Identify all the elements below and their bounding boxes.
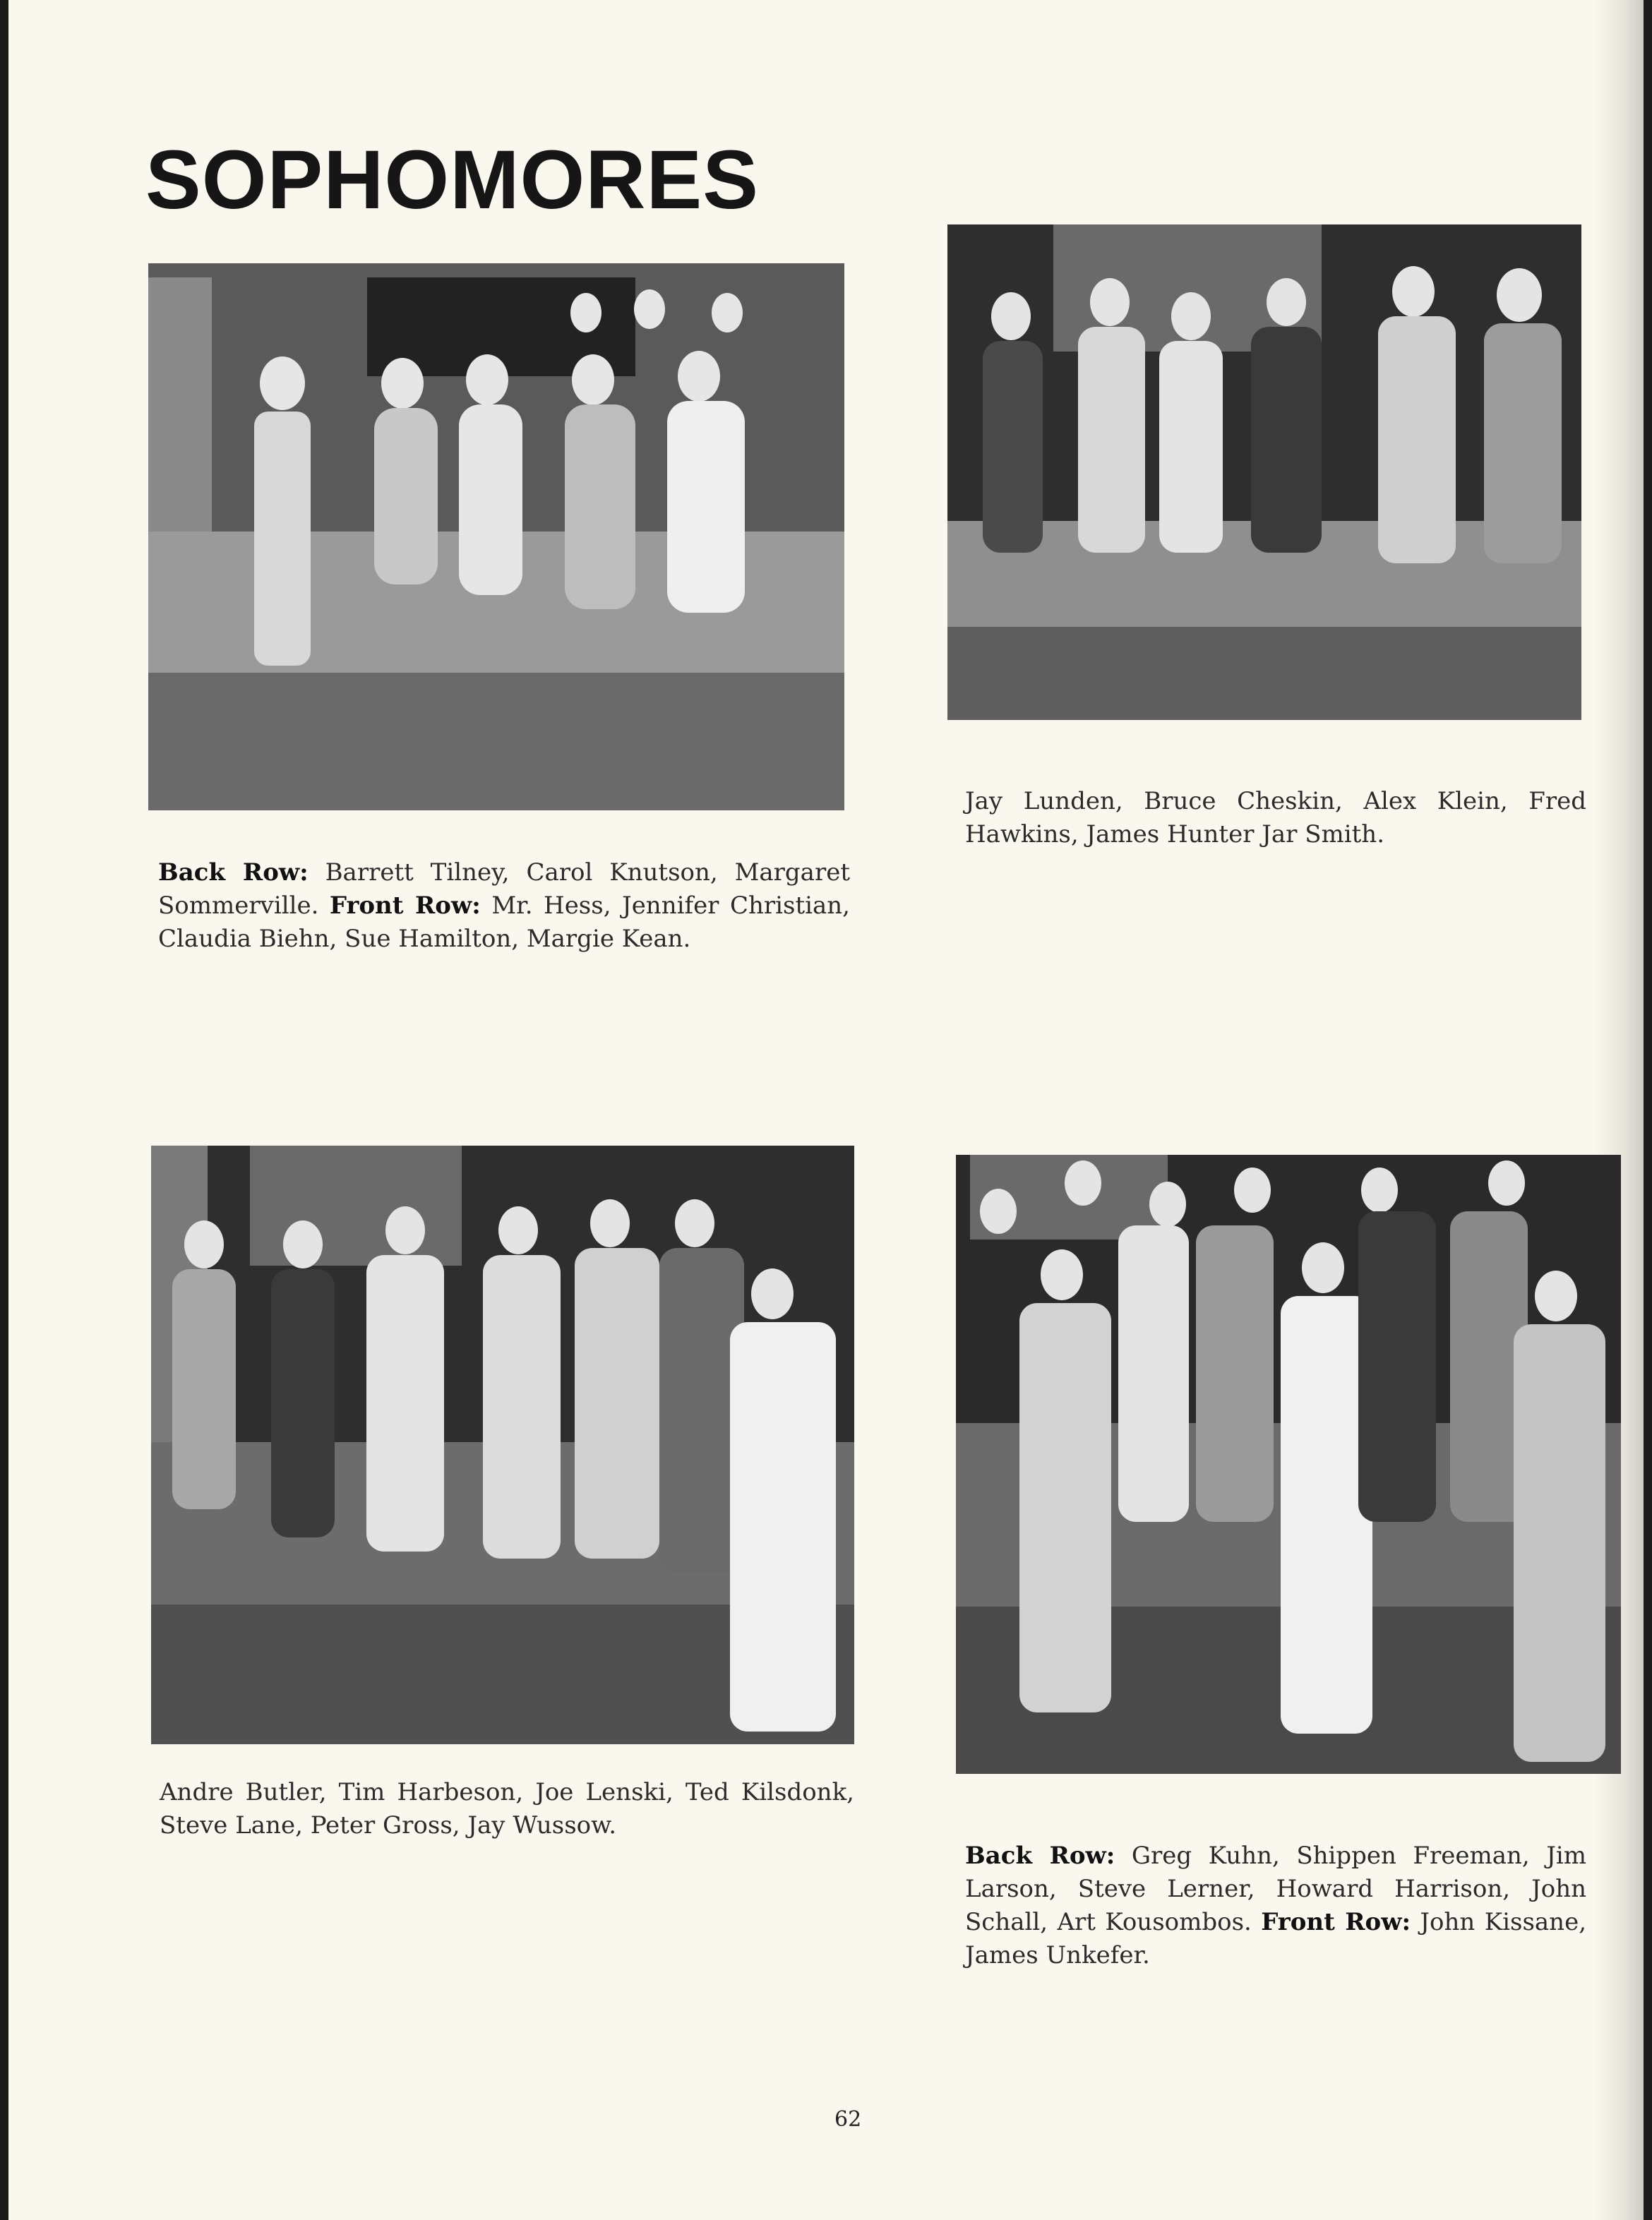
group-photo-3 — [151, 1146, 854, 1744]
back-row-names: Barrett Tilney, Carol Knutson, Margaret Sommerville. — [158, 858, 850, 920]
photo-3-caption: Andre Butler, Tim Harbeson, Joe Lenski, Ted Kilsdonk, Steve Lane, Peter Gross, Jay Wussow. — [160, 1778, 854, 1840]
photo-4-caption — [965, 1840, 1586, 1972]
front-row-names: Mr. Hess, Jennifer Christian, Claudia Biehn, Sue Hamilton, Margie Kean. — [158, 892, 850, 953]
page-title: SOPHOMORES — [145, 133, 759, 227]
page-number: 62 — [834, 2107, 862, 2132]
photo-2-caption: Jay Lunden, Bruce Cheskin, Alex Klein, Fred Hawkins, James Hunter Jar Smith. — [965, 787, 1586, 848]
group-photo-4 — [956, 1155, 1621, 1774]
yearbook-page — [8, 0, 1644, 2220]
photo-1-caption — [158, 856, 850, 956]
back-row-label: Back Row: — [158, 858, 309, 887]
group-photo-1 — [148, 263, 844, 810]
back-row-names: Greg Kuhn, Shippen Freeman, Jim Larson, Steve Lerner, Howard Harrison, John Schall, Art Kousombos. — [965, 1842, 1586, 1936]
front-row-label: Front Row: — [1261, 1908, 1411, 1936]
front-row-label: Front Row: — [329, 892, 481, 920]
back-row-label: Back Row: — [965, 1842, 1115, 1870]
page-gutter-shadow — [1594, 0, 1644, 2220]
front-row-names: John Kissane, James Unkefer. — [965, 1908, 1586, 1969]
group-photo-2 — [947, 224, 1581, 720]
